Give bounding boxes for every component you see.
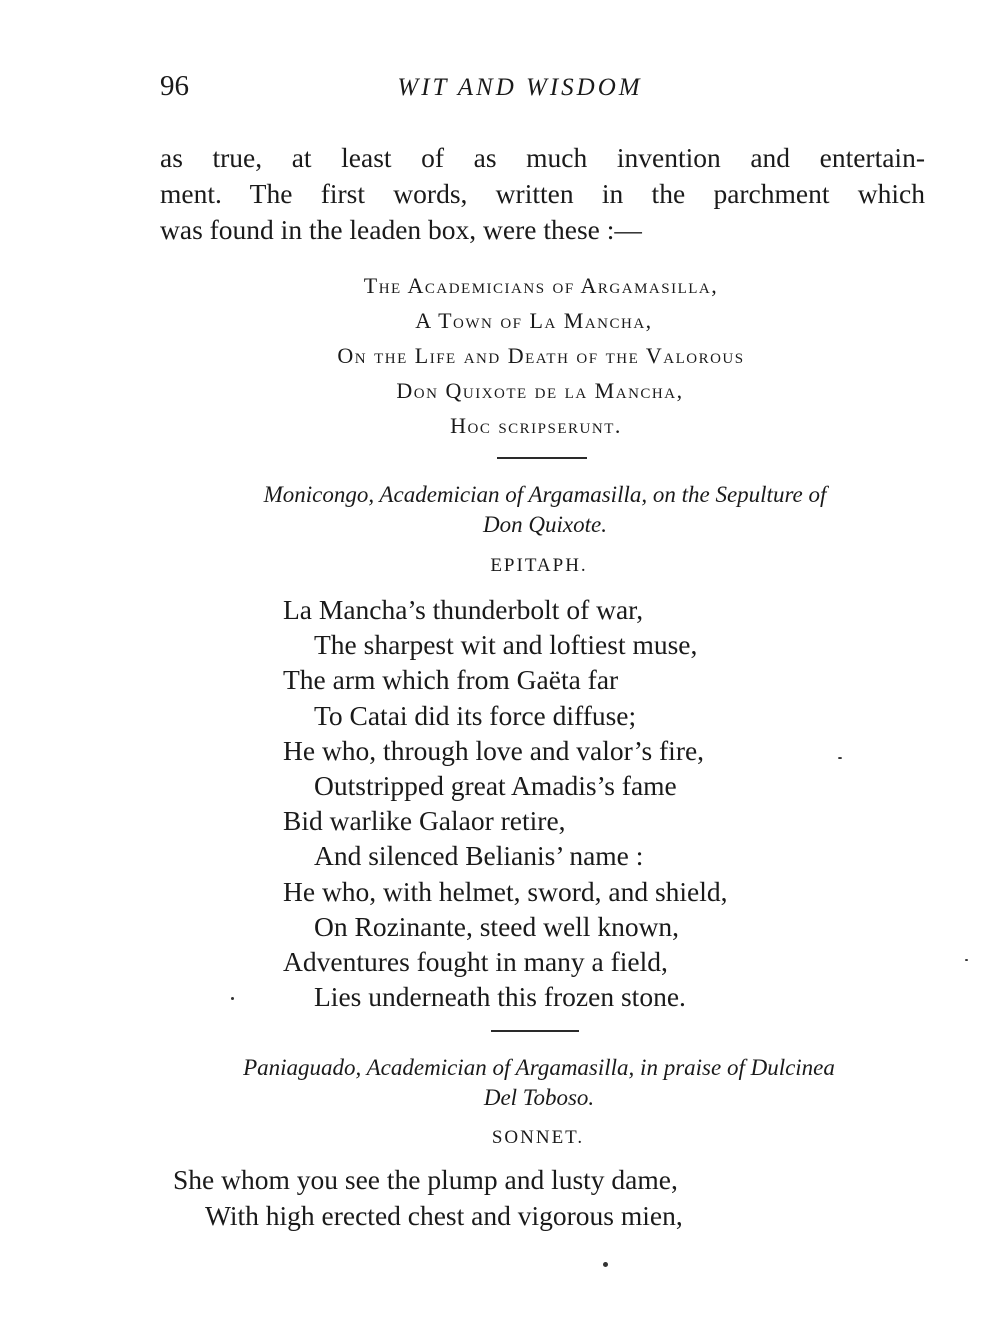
prose-paragraph [160, 140, 925, 248]
poem-line: On Rozinante, steed well known, [314, 910, 680, 942]
poem-line: She whom you see the plump and lusty dame, [173, 1164, 678, 1195]
poem-line: The sharpest wit and loftiest muse, [314, 629, 698, 661]
page-number: 96 [160, 70, 189, 102]
poem-line: He who, with helmet, sword, and shield, [283, 875, 728, 907]
heading-line: Paniaguado, Academician of Argamasilla, in praise of Dulcinea [243, 1055, 835, 1080]
poem-line: La Mancha’s thunderbolt of war, [283, 594, 644, 625]
title-line: On the Life and Death of the Valorous [337, 343, 745, 368]
section-divider [491, 1030, 579, 1032]
title-line: Hoc scripserunt. [450, 413, 622, 438]
heading-line: Monicongo, Academician of Argamasilla, on the Sepulture of [263, 482, 827, 507]
title-line: A Town of La Mancha, [415, 308, 653, 333]
poem-line: Lies underneath this frozen stone. [314, 981, 686, 1013]
title-line: The Academicians of Argamasilla, [363, 273, 719, 298]
prose-line: was found in the leaden box, were these :— [160, 214, 642, 245]
poem-line: He who, through love and valor’s fire, [283, 734, 705, 766]
poem-line: To Catai did its force diffuse; [314, 699, 637, 731]
poem-line: With high erected chest and vigorous mien, [205, 1200, 683, 1231]
poem-line: And silenced Belianis’ name : [314, 840, 644, 872]
sonnet-poem [173, 1162, 683, 1234]
title-line: Don Quixote de la Mancha, [396, 378, 684, 403]
print-speck [965, 959, 968, 961]
prose-line: as true, at least of as much invention and entertain- [160, 142, 925, 173]
print-speck [231, 997, 234, 1000]
epitaph-heading [0, 480, 1000, 540]
poem-line: Bid warlike Galaor retire, [283, 805, 566, 837]
heading-line: Del Toboso. [483, 1085, 595, 1110]
running-title: WIT AND WISDOM [397, 74, 643, 101]
poem-line: Adventures fought in many a field, [283, 945, 668, 977]
section-divider [497, 457, 587, 459]
prose-line: ment. The first words, written in the parchment which [160, 178, 925, 209]
title-block [0, 268, 1000, 443]
print-speck [603, 1262, 608, 1267]
epitaph-poem [283, 592, 728, 1014]
epitaph-label: EPITAPH. [490, 555, 588, 576]
sonnet-heading [0, 1053, 1000, 1113]
poem-line: The arm which from Gaëta far [283, 664, 619, 696]
print-speck [838, 757, 842, 759]
poem-line: Outstripped great Amadis’s fame [314, 769, 677, 801]
heading-line: Don Quixote. [483, 512, 607, 537]
sonnet-label: SONNET. [491, 1127, 585, 1148]
